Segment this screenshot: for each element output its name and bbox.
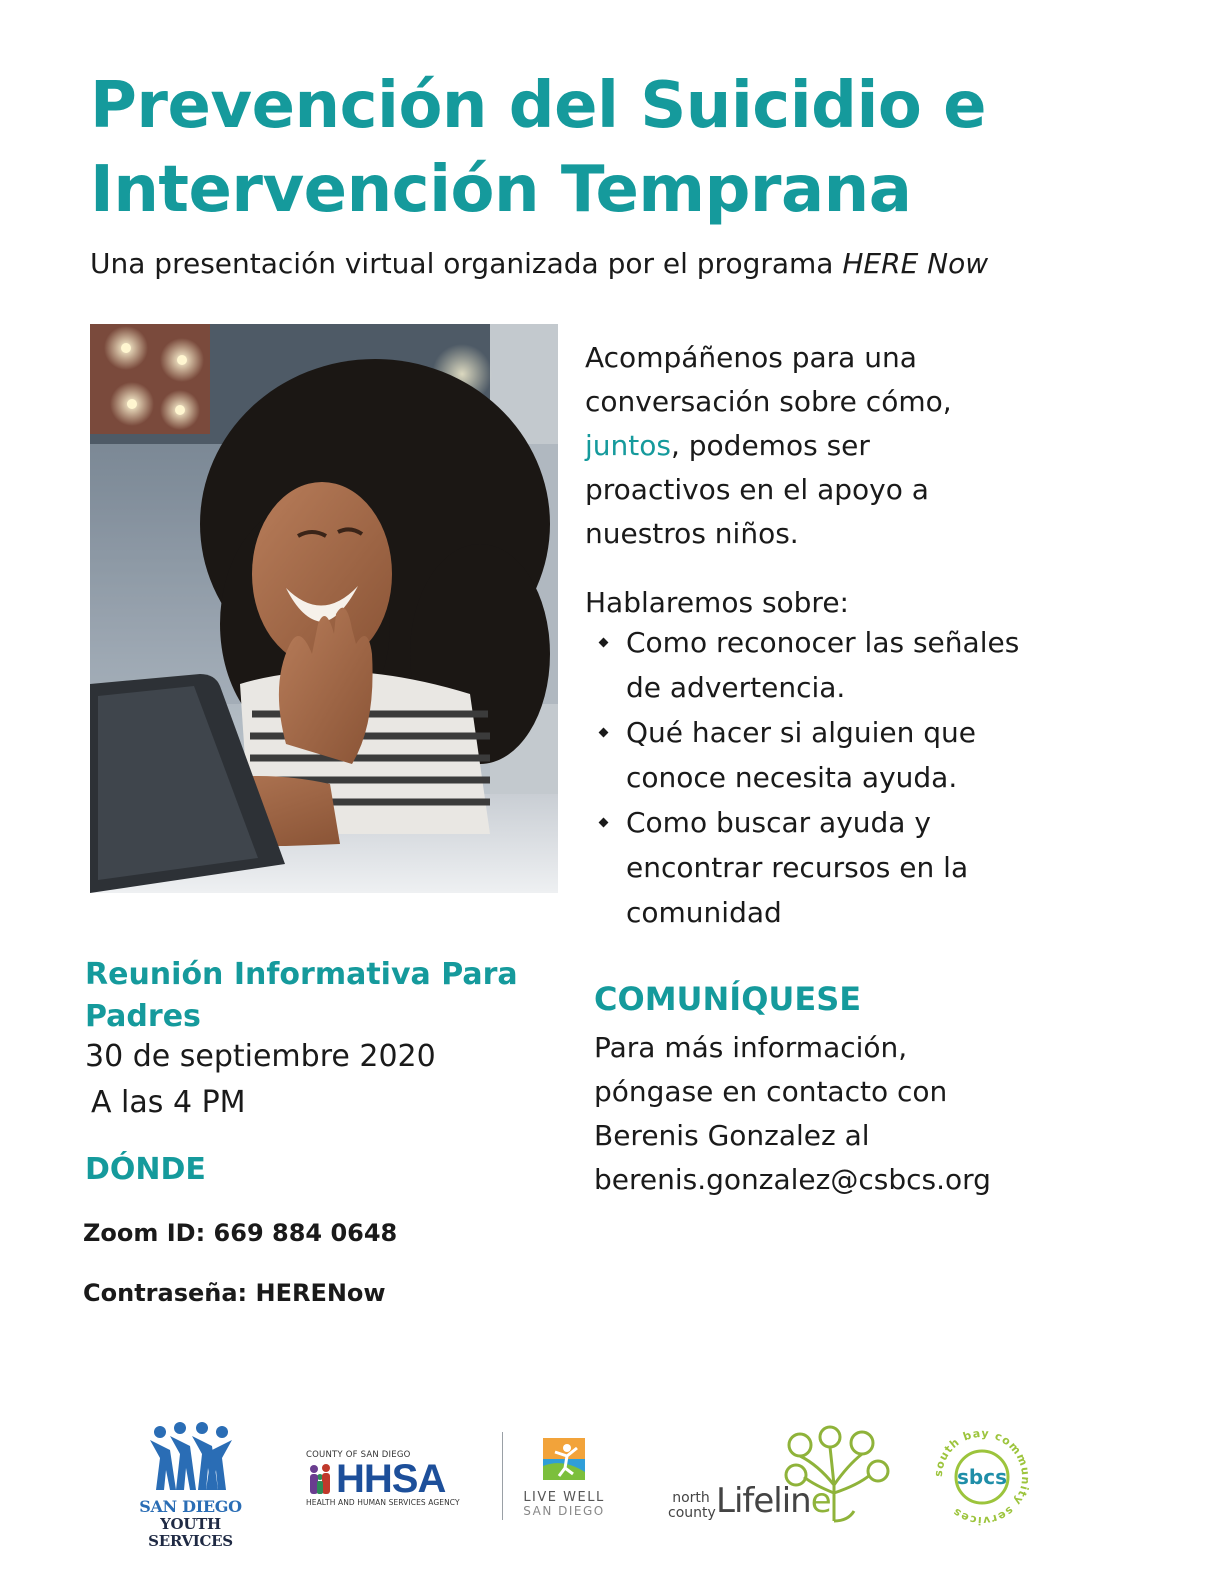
- sdys-line-2: YOUTH SERVICES: [148, 1515, 233, 1550]
- meeting-title-line-2: Padres: [85, 999, 201, 1034]
- highlight-word: juntos: [585, 429, 671, 462]
- contact-email: berenis.gonzalez@csbcs.org: [594, 1163, 991, 1196]
- logo-divider: [502, 1432, 503, 1520]
- topic-3-line-1: Como buscar ayuda y: [626, 806, 931, 839]
- zoom-id: Zoom ID: 669 884 0648: [83, 1219, 398, 1247]
- lifeline-word-b: e: [810, 1481, 831, 1521]
- family-icon: [306, 1462, 336, 1496]
- event-time: A las 4 PM: [91, 1085, 246, 1120]
- meeting-title-line-1: Reunión Informativa Para: [85, 957, 518, 992]
- topic-1-line-2: de advertencia.: [626, 671, 846, 704]
- lifeline-north: north: [672, 1490, 710, 1506]
- intro-line-3: , podemos ser: [670, 429, 870, 462]
- lifeline-county: county: [668, 1505, 716, 1521]
- topic-3-line-3: comunidad: [626, 896, 782, 929]
- page-title: [90, 64, 986, 232]
- live-well-san-diego-logo: [514, 1438, 614, 1522]
- contact-line-3: Berenis Gonzalez al: [594, 1119, 870, 1152]
- title-line-1: Prevención del Suicidio e: [90, 69, 987, 143]
- lifeline-wordmark: [716, 1481, 831, 1521]
- intro-line-4: proactivos en el apoyo a: [585, 473, 929, 506]
- topic-2-line-2: conoce necesita ayuda.: [626, 761, 958, 794]
- contact-body: [594, 1026, 1064, 1202]
- event-date: 30 de septiembre 2020: [85, 1039, 436, 1074]
- sdys-line-1: SAN DIEGO: [139, 1497, 242, 1516]
- contact-line-2: póngase en contacto con: [594, 1075, 948, 1108]
- hero-photo: [90, 324, 558, 893]
- livewell-line-2: SAN DIEGO: [523, 1504, 605, 1518]
- san-diego-youth-services-logo: [118, 1420, 263, 1550]
- where-heading: DÓNDE: [85, 1152, 206, 1187]
- intro-paragraph: [585, 336, 1005, 556]
- subtitle-text: Una presentación virtual organizada por el programa: [90, 247, 843, 280]
- topic-1-line-1: Como reconocer las señales: [626, 626, 1020, 659]
- live-well-icon: [543, 1438, 585, 1480]
- lifeline-word-a: Lifelin: [716, 1481, 811, 1521]
- sdys-wordmark: [118, 1498, 263, 1550]
- topics-heading: Hablaremos sobre:: [585, 586, 849, 619]
- livewell-line-1: LIVE WELL: [523, 1490, 605, 1505]
- sbcs-seal: [930, 1425, 1034, 1529]
- list-item: [596, 800, 1036, 935]
- contact-line-1: Para más información,: [594, 1031, 908, 1064]
- zoom-password: Contraseña: HERENow: [83, 1279, 386, 1307]
- sbcs-center-text: sbcs: [957, 1465, 1007, 1489]
- intro-line-5: nuestros niños.: [585, 517, 799, 550]
- topics-list: [596, 620, 1036, 935]
- topic-3-line-2: encontrar recursos en la: [626, 851, 969, 884]
- intro-line-1: Acompáñenos para una: [585, 341, 917, 374]
- contact-heading: COMUNÍQUESE: [594, 980, 862, 1018]
- program-name: HERE Now: [842, 247, 989, 280]
- list-item: [596, 620, 1036, 710]
- title-line-2: Intervención Temprana: [90, 153, 912, 227]
- topic-2-line-1: Qué hacer si alguien que: [626, 716, 976, 749]
- subtitle: [90, 246, 988, 282]
- people-figures-icon: [146, 1420, 236, 1492]
- hhsa-top-text: COUNTY OF SAN DIEGO: [306, 1450, 411, 1460]
- meeting-title: [85, 954, 545, 1038]
- hhsa-mark: [306, 1457, 484, 1501]
- hhsa-bottom-text: HEALTH AND HUMAN SERVICES AGENCY: [306, 1498, 460, 1507]
- sbcs-ring-text: south bay community services: [931, 1426, 1033, 1528]
- lifeline-region-text: [668, 1491, 714, 1521]
- hhsa-logo: [306, 1450, 484, 1510]
- north-county-lifeline-logo: [668, 1425, 893, 1525]
- south-bay-community-services-logo: [930, 1425, 1034, 1529]
- hhsa-wordmark: HHSA: [336, 1457, 446, 1501]
- intro-line-2: conversación sobre cómo,: [585, 385, 952, 418]
- photo-woman-waving-illustration: [90, 324, 558, 893]
- list-item: [596, 710, 1036, 800]
